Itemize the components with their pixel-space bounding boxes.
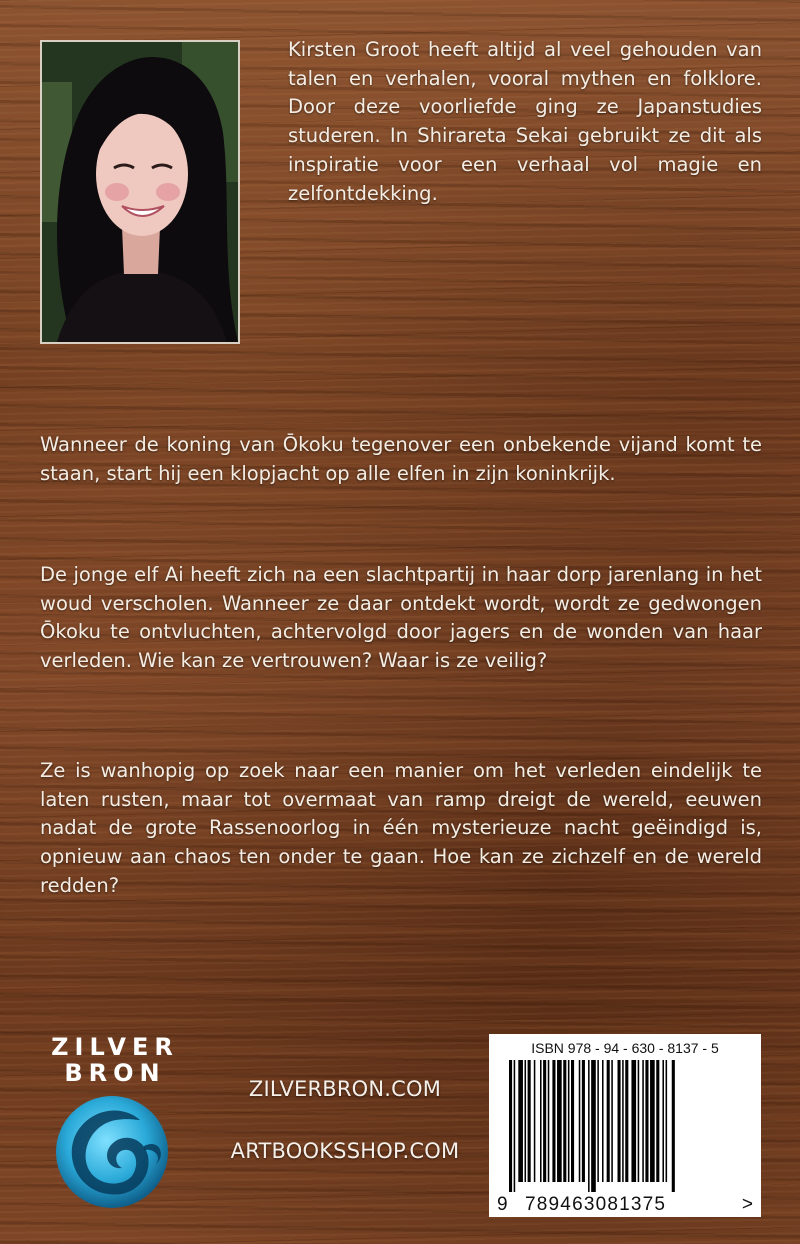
publisher-wordmark <box>40 1034 190 1086</box>
isbn-label: ISBN 978 - 94 - 630 - 8137 - 5 <box>531 1040 719 1056</box>
barcode-bar <box>514 1060 516 1192</box>
author-photo <box>40 40 240 344</box>
blurb-paragraph-1: Wanneer de koning van Ōkoku tegenover een onbekende vijand komt te staan, start hij een klopjacht op alle elfen in zijn koninkrijk. <box>40 433 762 485</box>
barcode-bar <box>579 1060 581 1182</box>
barcode-bar <box>540 1060 542 1182</box>
barcode-bar <box>650 1060 655 1182</box>
barcode-bar <box>597 1060 599 1182</box>
barcode-bar <box>631 1060 636 1182</box>
barcode-bar <box>662 1060 664 1182</box>
barcode-bar <box>534 1060 536 1182</box>
website-artbooksshop[interactable]: ARTBOOKSSHOP.COM <box>230 1139 460 1163</box>
barcode-bar <box>642 1060 644 1182</box>
publisher-name-line1: ZILVER <box>51 1033 179 1061</box>
barcode-digit-group: 789463081375 <box>525 1194 667 1215</box>
isbn-barcode <box>489 1034 761 1217</box>
blurb-paragraph-2: De jonge elf Ai heeft zich na een slachtpartij in haar dorp jarenlang in het woud verscholen. Wanneer ze daar ontdekt wordt, wordt ze gedwongen Ōkoku te ontvluchten, achtervolgd door jagers en de wonden van haar verleden. Wie kan ze vertrouwen? Waar is ze veilig? <box>40 563 762 673</box>
barcode-bar <box>518 1060 523 1182</box>
blurb-paragraph-3: Ze is wanhopig op zoek naar een manier om het verleden eindelijk te laten rusten, maar tot overmaat van ramp dreigt de wereld, eeuwen nadat de grote Rassenoorlog in één mysterieuze nacht geëindigd is, opnieuw aan chaos ten onder te gaan. Hoe kan ze zichzelf en de wereld redden? <box>40 759 762 897</box>
barcode-bar <box>509 1060 512 1192</box>
barcode-end-mark: > <box>741 1194 753 1215</box>
barcode-bar <box>638 1060 640 1182</box>
barcode-bar <box>622 1060 624 1182</box>
barcode-bar <box>618 1060 621 1182</box>
author-bio: Kirsten Groot heeft altijd al veel gehouden van talen en verhalen, vooral mythen en folklore. Door deze voorliefde ging ze Japanstudies studeren. In Shirareta Sekai gebruikt ze dit als inspiratie voor een verhaal vol magie en zelfontdekking. <box>288 38 762 205</box>
barcode-bar <box>568 1060 570 1182</box>
barcode-bar <box>602 1060 604 1182</box>
barcode-bar <box>588 1060 590 1192</box>
barcode-bar <box>611 1060 613 1182</box>
barcode-bar <box>672 1060 675 1192</box>
barcode-bar <box>525 1060 527 1182</box>
barcode-bar <box>591 1060 596 1192</box>
barcode-bar <box>543 1060 546 1182</box>
barcode-bar <box>557 1060 562 1182</box>
barcode-first-digit: 9 <box>497 1194 508 1215</box>
barcode-bar <box>563 1060 566 1182</box>
barcode-bar <box>552 1060 555 1182</box>
barcode-bar <box>528 1060 531 1182</box>
barcode-bar <box>645 1060 648 1182</box>
barcode-bar <box>582 1060 585 1182</box>
barcode-bar <box>571 1060 574 1182</box>
publisher-name-line2: BRON <box>64 1059 166 1087</box>
barcode-bar <box>607 1060 610 1182</box>
barcode-bar <box>625 1060 628 1182</box>
barcode-bars <box>505 1060 745 1192</box>
barcode-bar <box>548 1060 550 1182</box>
barcode-bar <box>656 1060 659 1182</box>
barcode-bar <box>666 1060 668 1182</box>
website-zilverbron[interactable]: ZILVERBRON.COM <box>248 1077 442 1101</box>
swirl-logo-icon <box>52 1090 172 1215</box>
